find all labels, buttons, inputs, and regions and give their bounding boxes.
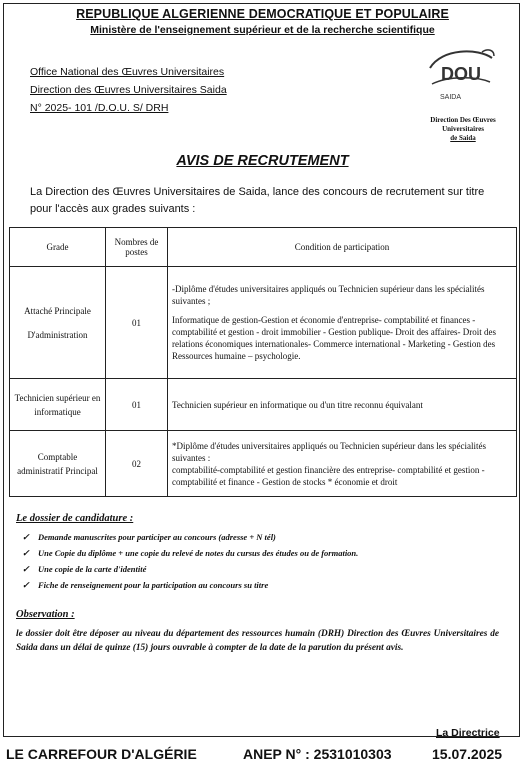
check-icon: ✓: [22, 547, 30, 558]
table-row: [10, 379, 517, 431]
check-icon: ✓: [22, 579, 30, 590]
ministry-heading: Ministère de l'enseignement supérieur et de la recherche scientifique: [90, 24, 435, 36]
list-item-text: Une copie de la carte d'identité: [38, 564, 147, 574]
republic-heading: REPUBLIQUE ALGERIENNE DEMOCRATIQUE ET POPULAIRE: [76, 7, 449, 21]
intro-paragraph: La Direction des Œuvres Universitaires de Saida, lance des concours de recrutement sur titre pour l'accès aux grades suivants :: [30, 186, 485, 215]
posts-cell: 02: [106, 431, 168, 497]
condition-cell: Technicien supérieur en informatique ou d'un titre reconnu équivalant: [168, 379, 517, 431]
direction-name: Direction des Œuvres Universitaires Saida: [30, 84, 227, 96]
publication-date: 15.07.2025: [432, 745, 503, 762]
condition-text: -Diplôme d'études universitaires appliqués ou Technicien supérieur dans les spécialités suivantes ;: [172, 284, 485, 306]
logo-caption-1: Direction Des Œuvres: [430, 116, 496, 124]
header-posts: Nombres de postes: [106, 228, 168, 267]
list-item: [22, 577, 358, 593]
logo-caption-2: Universitaires: [442, 125, 484, 133]
observation-title: Observation :: [16, 609, 75, 620]
condition-cell: [168, 267, 517, 379]
condition-text: *Diplôme d'études universitaires appliqués ou Technicien supérieur dans les spécialités suivantes :: [172, 440, 486, 463]
posts-cell: 01: [106, 267, 168, 379]
list-item-text: Fiche de renseignement pour la participation au concours su titre: [38, 580, 269, 590]
list-item: [22, 529, 358, 545]
grade-line-1: Attaché Principale: [24, 305, 91, 316]
dossier-list: [22, 529, 358, 593]
reference-number: N° 2025- 101 /D.O.U. S/ DRH: [30, 102, 169, 114]
logo-letters: DOU: [441, 64, 481, 84]
list-item: [22, 561, 358, 577]
grade-cell: Technicien supérieur en informatique: [10, 379, 106, 431]
dossier-title: Le dossier de candidature :: [16, 513, 134, 524]
page-title: AVIS DE RECRUTEMENT: [176, 153, 349, 169]
check-icon: ✓: [22, 531, 30, 542]
footer-bar: [0, 740, 525, 767]
recruitment-table: [9, 227, 517, 497]
table-row: [10, 431, 517, 497]
condition-specialties: Informatique de gestion-Gestion et économie d'entreprise- comptabilité et finances - comptabilité et gestion - droit immobilier - Gestion publique- Droit des affaires- Droit des relations économiques internationales- Commerce international - Marketing - Gestion des Ressources humaine – psychologie.: [172, 315, 497, 361]
observation-text: le dossier doit être déposer au niveau du département des ressources humain (DRH) Direction des Œuvres Universitaires de Saida dans un délai de quinze (15) jours ouvrable à compter de la date de la parution du présent avis.: [16, 629, 499, 653]
logo-caption-3: de Saida: [450, 134, 476, 142]
logo-city: SAIDA: [440, 94, 462, 101]
list-item: [22, 545, 358, 561]
newspaper-name: LE CARREFOUR D'ALGÉRIE: [6, 745, 197, 762]
list-item-text: Une Copie du diplôme + une copie du relevé de notes du cursus des études ou de formation.: [38, 548, 359, 558]
anep-number: ANEP N° : 2531010303: [243, 745, 392, 762]
posts-cell: 01: [106, 379, 168, 431]
grade-line-2: D'administration: [27, 329, 88, 340]
list-item-text: Demande manuscrites pour participer au concours (adresse + N tél): [38, 532, 276, 542]
grade-cell: Comptable administratif Principal: [10, 431, 106, 497]
condition-specialties: comptabilité-comptabilité et gestion financière des entreprise- comptabilité et gestion - comptabilité et finance - Gestion de stocks * économie et droit: [172, 464, 485, 487]
header-grade: Grade: [10, 228, 106, 267]
dou-logo: [424, 46, 498, 102]
grade-cell: [10, 267, 106, 379]
table-header-row: [10, 228, 517, 267]
header-condition: Condition de participation: [168, 228, 517, 267]
signature: La Directrice: [436, 727, 500, 739]
check-icon: ✓: [22, 563, 30, 574]
office-name: Office National des Œuvres Universitaires: [30, 66, 225, 78]
condition-cell: [168, 431, 517, 497]
table-row: [10, 267, 517, 379]
